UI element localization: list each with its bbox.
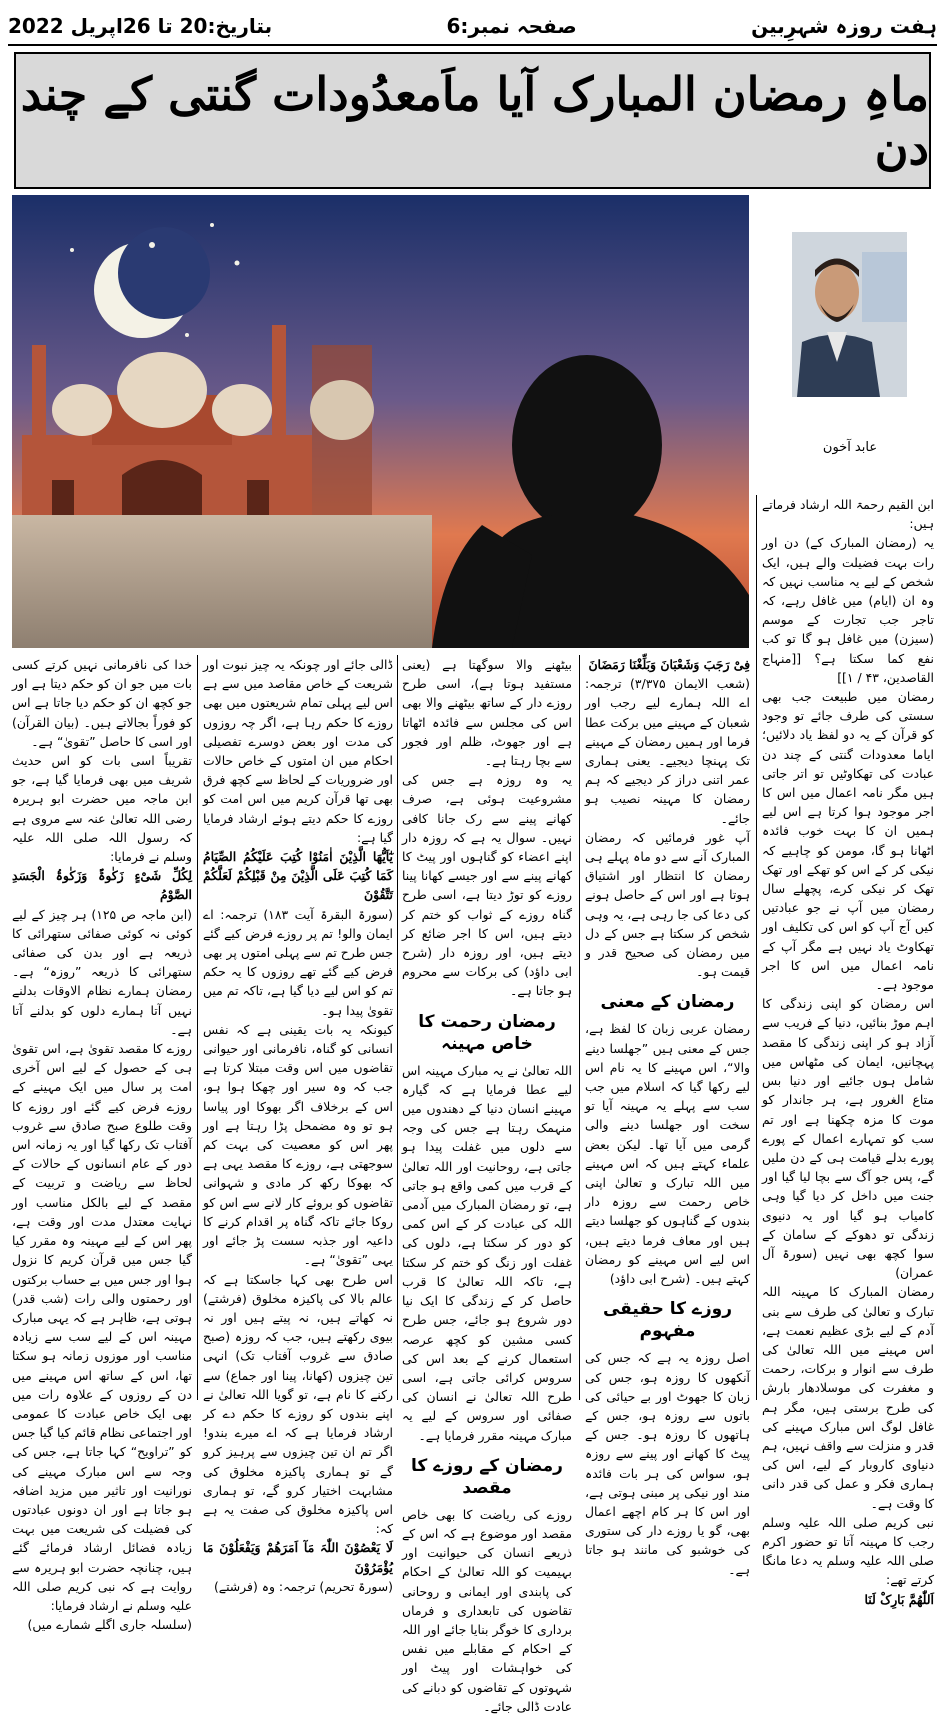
paragraph: روزے کا مقصد تقویٰ ہے، اس تقویٰ ہی کے حصول کے لیے اس آخری امت پر سال میں ایک مہینے کے روزے فرض کیے گئے اور روزے کا وقت طلوع صبح صادق سے غروب آفتاب تک رکھا گیا اور یہ زمانہ اس دور کے عام انسانوں کے حالات کے لحاظ سے ریاضت و تربیت کے مقصد کے لیے بالکل مناسب اور نہایت معتدل مدت اور وقت ہے، پھر اس کے لیے مہینہ وہ مقرر کیا گیا جس میں قرآن کریم کا نزول ہوا اور جس میں بے حساب برکتوں اور رحمتوں والی رات (شب قدر) ہوتی ہے، ظاہر ہے کہ یہی مبارک مہینہ اس کے لیے سب سے زیادہ مناسب اور موزوں زمانہ ہو سکتا تھا، اس کے ساتھ اس مہینے میں دن کے روزوں کے علاوہ رات میں بھی ایک خاص عبادت کا عمومی اور اجتماعی نظام قائم کیا گیا جس کو ”تراویح“ کہا جاتا ہے، جس کی وجہ سے اس مبارک مہینے کی نورانیت اور تاثیر میں مزید اضافہ ہو جاتا ہے اور ان دونوں عبادتوں کی فضیلت کی شریعت میں بہت زیادہ فضائل ارشاد فرمائے گئے ہیں، چنانچہ حضرت ابو ہریرہ سے روایت ہے کہ نبی کریم صلی اللہ علیہ وسلم نے ارشاد فرمایا:	[12, 1041, 192, 1613]
paragraph: ڈالی جائے اور چونکہ یہ چیز نبوت اور شریعت کے خاص مقاصد میں سے ہے اس لیے پہلی تمام شریعتوں میں بھی روزے کا حکم رہا ہے، اگر چہ روزوں کی مدت اور بعض دوسرے تفصیلی احکام میں ان امتوں کے خاص حالات اور ضروریات کے لحاظ سے کچھ فرق بھی تھا قرآن کریم میں اس امت کو روزے کا حکم دیتے ہوئے ارشاد فرمایا گیا ہے:	[203, 657, 393, 845]
section-heading: رمضان رحمت کا خاص مہینہ	[418, 1011, 556, 1054]
hadith-text: لِکُلِّ شَیْءٍ زَکٰوۃٌ وَزَکٰوۃُ الْجَسَدِ الصَّوْمُ	[12, 868, 192, 903]
paragraph: رمضان میں طبیعت جب بھی سستی کی طرف جائے تو وجود کو قرآن کے یہ دو لفظ یاد دلائیں؛ ایاما معدودات گنتی کے چند دن عبادت کی تھکاوٹیں تو اتر جاتی ہیں مگر نامہ اعمال میں اس کا اجر موجود ہوا کرتا ہے اس لیے ہمیں ان کا بہت خوب فائدہ اٹھانا ہو گا، مومن کو چاہیے کہ نیکی کر کے اس کو تھکے اور تھک تھک کر نیکی کرے، پچھلے سال رمضان میں آپ نے جو عبادتیں کیں آج آپ کو اس کی تکلیف اور تھکاوٹ یاد نہیں ہے مگر آپ کے نامہ اعمال میں اس کا اجر موجود ہے۔	[762, 689, 934, 993]
headline: ماہِ رمضان المبارک آیا ماَمعدُودات گنتی کے چند دن	[20, 66, 929, 175]
column-divider	[579, 655, 580, 1400]
column-divider	[756, 495, 757, 1400]
paragraph: کیونکہ یہ بات یقینی ہے کہ نفس انسانی کو گناہ، نافرمانی اور حیوانی تقاضوں میں اس وقت مبتلا کرتا ہے جب کہ وہ سیر اور چھکا ہوا ہو، اس کے برخلاف اگر بھوکا اور پیاسا ہو تو وہ مضمحل پڑا رہتا ہے اور پھر اس کو معصیت کی بہت کم سوجھتی ہے، روزے کا مقصد یہی ہے کہ بھوکا رکھ کر مادی و شہوانی تقاضوں کو بروئے کار لانے سے اس کو روکا جائے تاکہ گناہ پر اقدام کرنے کا داعیہ اور جذبہ سست پڑ جائے اور یہی ”تقویٰ“ ہے۔	[203, 1021, 393, 1268]
paragraph: یہ وہ روزہ ہے جس کی مشروعیت ہوئی ہے، صرف کھانے پینے سے رک جانا کافی نہیں۔ سوال یہ ہے کہ روزہ دار اپنے اعضاء کو گناہوں اور پیٹ کا کھانے پینے سے اور جیسے کھانا پینا روزے کو توڑ دیتا ہے، اسی طرح گناہ روزے کے ثواب کو ختم کر دیتے ہیں، اس کا اجر ضائع کر دیتے ہیں، اور روزہ دار (شرح ابی داؤد) کی برکات سے محروم ہو جاتا ہے۔	[402, 772, 572, 999]
page-number: صفحہ نمبر:6	[446, 14, 577, 38]
paragraph: (شعب الایمان ۳/۳۷۵) ترجمہ: اے اللہ ہمارے لیے رجب اور شعبان کے مہینے میں برکت عطا فرما اور ہمیں رمضان کے مہینے تک پہنچا دیجیے۔ یعنی ہماری عمر اتنی دراز کر دیجیے کہ ہم رمضان کا مہینہ نصیب ہو جائے۔	[585, 676, 750, 826]
section-heading: رمضان کے روزے کا مقصد	[411, 1455, 563, 1498]
article-column-5	[12, 655, 192, 1633]
paragraph: (سورۃ تحریم) ترجمہ: وہ (فرشتے)	[213, 1578, 393, 1594]
author-name: عابد آخون	[822, 440, 878, 455]
page-header	[8, 8, 937, 46]
continued-note: (سلسلہ جاری اگلے شمارے میں)	[27, 1617, 192, 1633]
headline-banner	[14, 52, 931, 189]
section-heading: رمضان کے معنی	[600, 992, 735, 1013]
paragraph: تقریباً اسی بات کو اس حدیث شریف میں بھی فرمایا گیا ہے، جو ابن ماجہ میں حضرت ابو ہریرہ رضی اللہ تعالیٰ عنہ سے مروی ہے کہ رسول اللہ صلی اللہ علیہ وسلم نے فرمایا:	[12, 753, 192, 865]
article-column-2	[585, 655, 750, 1577]
column-divider	[397, 655, 398, 1400]
paragraph: ابن القیم رحمۃ اللہ ارشاد فرماتے ہیں:	[762, 497, 934, 532]
paragraph: اس رمضان کو اپنی زندگی کا اہم موڑ بنائیں، دنیا کے فریب سے آزاد ہو کر اپنی زندگی کا مقصد پہچانیں، ایمان کی مٹھاس میں شامل ہوں جائیے اور دنیا بس متاع الغرور ہے، ہر جاندار کو موت کا مزہ چکھنا ہے اور تم سب کو تمہارے اعمال کے پورے پورے بدلے قیامت ہی کے دن ملیں گے، پس جو آگ سے بچا لیا گیا اور جنت میں داخل کر دیا گیا وہی کامیاب ہو گیا اور یہ دنیوی زندگی تو دھوکے کے سامان کے سوا کچھ بھی نہیں (سورۃ آل عمران)	[762, 996, 934, 1281]
paragraph: خدا کی نافرمانی نہیں کرتے کسی بات میں جو ان کو حکم دیتا ہے اور جو کچھ ان کو حکم دیا جاتا ہے اس کو فوراً بجالاتے ہیں۔ (بیان القرآن) اور اسی کا حاصل ”تقویٰ“ ہے۔	[12, 657, 192, 749]
article-column-1	[762, 495, 934, 1607]
column-divider	[197, 655, 198, 1400]
article-column-4	[203, 655, 393, 1594]
paragraph: یہ (رمضان المبارک کے) دن اور رات بہت فضیلت والے ہیں، ایک شخص کے لیے یہ مناسب نہیں کہ وہ ان (ایام) میں غافل رہے، کہ تاجر جب تجارت کے موسم (سیزن) میں غافل ہو گا تو کب نفع کما سکتا ہے؟ [[منہاج القاصدین، ۴۳ / ۱]]	[762, 535, 934, 685]
arabic-dua: اَللّٰھُمَّ بَارِکْ لَنَا	[864, 1591, 934, 1607]
paragraph: رمضان عربی زبان کا لفظ ہے، جس کے معنی ہیں ”جھلسا دینے والا“، اس مہینے کا یہ نام اس لیے رکھا گیا کہ اسلام میں جب سب سے پہلے یہ مہینہ آیا تو سخت اور جھلسا دینے والی گرمی میں آیا تھا۔ لیکن بعض علماء کہتے ہیں کہ اس مہینے میں اللہ تبارک و تعالیٰ اپنی خاص رحمت سے روزہ دار بندوں کے گناہوں کو جھلسا دیتے ہیں اور معاف فرما دیتے ہیں، اس لیے اس مہینے کو رمضان کہتے ہیں۔ (شرح ابی داؤد)	[585, 1021, 750, 1287]
author-photo	[792, 232, 907, 397]
ramadan-illustration	[12, 195, 749, 648]
paragraph: رمضان المبارک کا مہینہ اللہ تبارک و تعالیٰ کی طرف سے بنی آدم کے لیے بڑی عظیم نعمت ہے، اس مہینے میں اللہ تعالیٰ کی طرف سے انوار و برکات، رحمت و مغفرت کی موسلادھار بارش کی طرح برستی ہیں، مگر ہم غافل لوگ اس مبارک مہینے کی قدر و منزلت سے واقف نہیں، ہم دنیاوی کاروبار کے لیے، اس کی ہماری فکر و عمل کی قدر دانی کا وقت ہے۔	[762, 1284, 934, 1511]
paragraph: بیٹھنے والا سوگھتا ہے (یعنی مستفید ہوتا ہے)، اسی طرح روزے دار کے ساتھ بیٹھنے والا بھی اس کی مجلس سے فائدہ اٹھاتا ہے اور جھوٹ، ظلم اور فجور سے بچا رہتا ہے۔	[402, 657, 572, 769]
issue-date: بتاریخ:20 تا 26اپریل 2022	[8, 14, 273, 38]
paragraph: (سورۃ البقرۃ آیت ۱۸۳) ترجمہ: اے ایمان والو! تم پر روزے فرض کیے گئے جس طرح تم سے پہلی امتوں پر بھی فرض کیے گئے تھے روزوں کا یہ حکم تم کو اس لیے دیا گیا ہے، تاکہ تم میں تقویٰ پیدا ہو۔	[203, 906, 393, 1018]
paragraph: آپ غور فرمائیں کہ رمضان المبارک آنے سے دو ماہ پہلے ہی رمضان کا انتظار اور اشتیاق ہوتا ہے اور اس کے حاصل ہونے کی دعا کی جا رہی ہے، یہ وہی شخص کر سکتا ہے جس کے دل میں رمضان کی صحیح قدر و قیمت ہو۔	[585, 829, 750, 980]
paragraph: اصل روزہ یہ ہے کہ جس کی آنکھوں کا روزہ ہو، جس کی زبان کا جھوٹ اور بے حیائی کی باتوں سے روزہ ہو، جس کے ہاتھوں کا روزہ ہو۔ جس کے پیٹ کا کھانے اور پینے سے روزہ ہو، سواس کی ہر بات فائدہ مند اور نیکی پر مبنی ہوتی ہے، اور اس کا ہر کام اچھے اعمال بھی، گو یا روزے دار کی ستوری کی خوشبو کی مانند ہو جاتا ہے۔	[585, 1350, 750, 1577]
worshippers-crowd	[12, 515, 432, 648]
paragraph: اللہ تعالیٰ نے یہ مبارک مہینہ اس لیے عطا فرمایا ہے کہ گیارہ مہینے انسان دنیا کے دھندوں میں منہمک رہتا ہے جس کی وجہ سے دلوں میں غفلت پیدا ہو جاتی ہے، روحانیت اور اللہ تعالیٰ کے قرب میں کمی واقع ہو جاتی ہے، تو رمضان المبارک میں آدمی اللہ کی عبادت کر کے اس کمی کو دور کر سکتا ہے، دلوں کی غفلت اور زنگ کو ختم کر سکتا ہے، تاکہ اللہ تعالیٰ کا قرب حاصل کر کے زندگی کا ایک نیا دور شروع ہو جائے، جس طرح کسی مشین کو کچھ عرصہ استعمال کرنے کے بعد اس کی سروس کرائی جاتی ہے، اسی طرح اللہ تعالیٰ نے انسان کی صفائی اور سروس کے لیے یہ مبارک مہینہ مقرر فرمایا ہے۔	[402, 1062, 572, 1443]
quran-verse: یٰٓاَیُّھَا الَّذِیْنَ اٰمَنُوْا کُتِبَ عَلَیْکُمُ الصِّیَامُ کَمَا کُتِبَ عَلَی الَّذِیْنَ مِنْ قَبْلِکُمْ لَعَلَّکُمْ تَتَّقُوْنَ	[203, 849, 393, 903]
arabic-dua: فِیْ رَجَبَ وَشَعْبَانَ وَبَلِّغْنَا رَمَضَانَ	[588, 657, 750, 672]
section-heading: روزے کا حقیقی مفہوم	[602, 1299, 733, 1342]
paragraph: نبی کریم صلی اللہ علیہ وسلم رجب کا مہینہ آتا تو حضور اکرم صلی اللہ علیہ وسلم یہ دعا مانگا کرتے تھے:	[762, 1514, 934, 1588]
paragraph: روزے کی ریاضت کا بھی خاص مقصد اور موضوع ہے کہ اس کے ذریعے انسان کی حیوانیت اور بہیمیت کو اللہ تعالیٰ کے احکام کی پابندی اور ایمانی و روحانی تقاضوں کی تابعداری و فرماں برداری کا خوگر بنایا جائے اور اللہ کے احکام کے مقابلے میں نفس کی خواہشات اور پیٹ اور شہوتوں کے تقاضوں کو دبانے کی عادت ڈالی جائے۔	[402, 1506, 572, 1714]
publication-name: ہفت روزہ شہرِبین	[751, 14, 937, 38]
quran-verse: لَا یَعْصُوْنَ اللّٰہَ مَآ اَمَرَھُمْ وَیَفْعَلُوْنَ مَا یُؤْمَرُوْنَ	[203, 1540, 393, 1575]
paragraph: (ابن ماجہ ص ۱۲۵) ہر چیز کے لیے کوئی نہ کوئی صفائی ستھرائی کا ذریعہ ہے اور بدن کی صفائی ستھرائی کا ذریعہ ”روزہ“ ہے۔ رمضان ہمارے نظام الاوقات بدلنے نہیں آتا ہمارے دلوں کو بدلنے آتا ہے۔	[12, 906, 192, 1037]
paragraph: اس طرح بھی کہا جاسکتا ہے کہ عالم بالا کی پاکیزہ مخلوق (فرشتے) نہ کھاتے ہیں، نہ پیتے ہیں اور نہ بیوی رکھتے ہیں، جب کہ روزہ (صبح صادق سے غروب آفتاب تک) انہی تین چیزوں (کھانا، پینا اور جماع) سے رکنے کا نام ہے، تو گویا اللہ تعالیٰ نے اپنے بندوں کو روزے کا حکم دے کر ارشاد فرمایا ہے کہ اے میرے بندو! اگر تم ان تین چیزوں سے پرہیز کرو گے تو ہماری پاکیزہ مخلوق کی مشابہت اختیار کرو گے، تو ہماری اس پاکیزہ مخلوق کی صفت یہ ہے کہ:	[203, 1271, 393, 1537]
article-column-3	[402, 655, 572, 1714]
